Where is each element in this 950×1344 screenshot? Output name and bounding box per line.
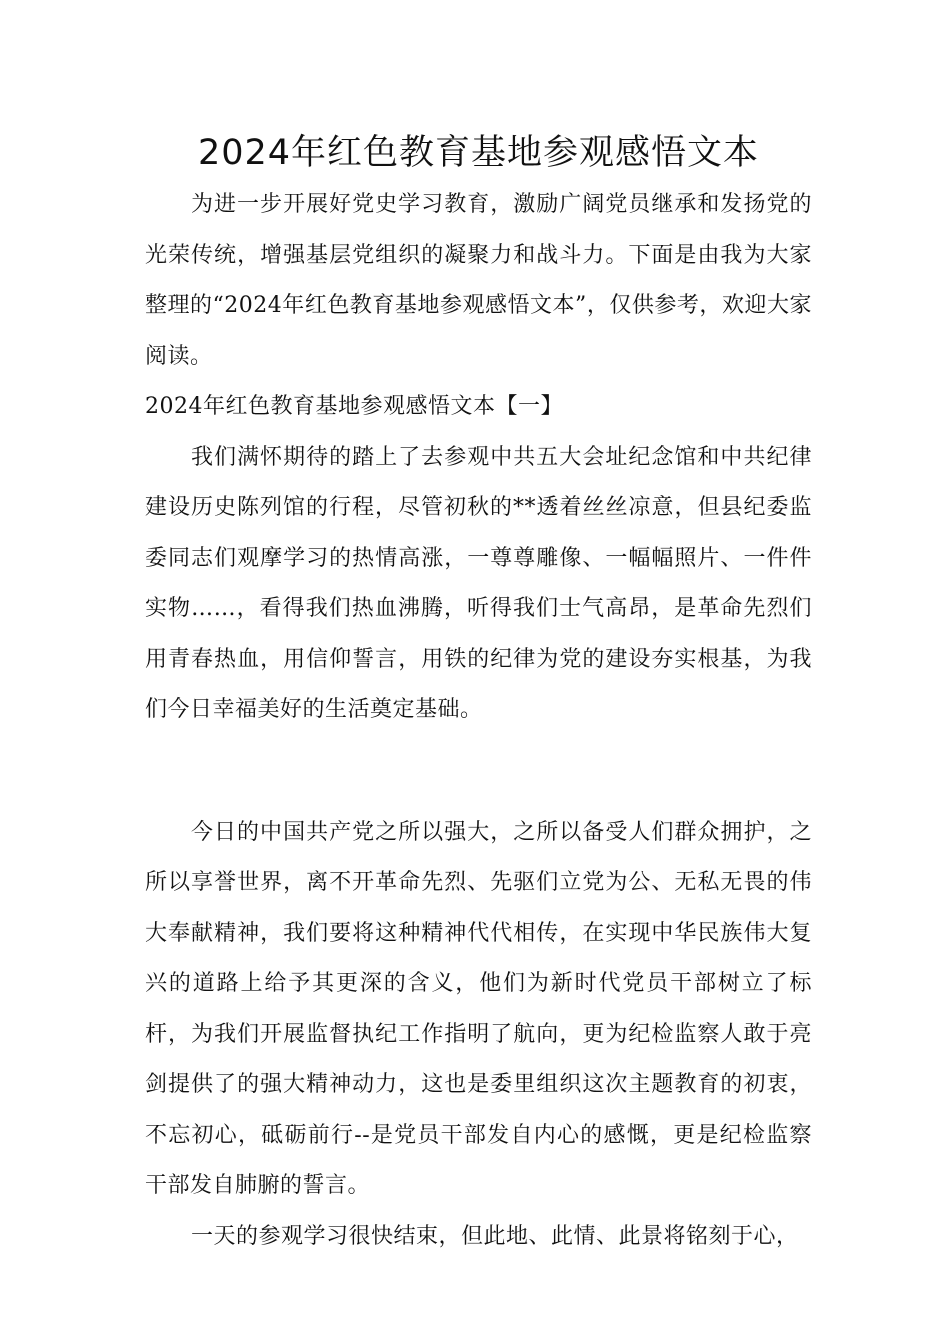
intro-paragraph: 为进一步开展好党史学习教育，激励广阔党员继承和发扬党的光荣传统，增强基层党组织的凝聚力和战斗力。下面是由我为大家整理的“2024年红色教育基地参观感悟文本”，仅供参考，欢迎大家阅读。 <box>145 192 813 369</box>
section-heading: 2024年红色教育基地参观感悟文本【一】 <box>145 394 563 419</box>
paragraph-spacer <box>145 736 812 808</box>
body-paragraph-2: 今日的中国共产党之所以强大，之所以备受人们群众拥护，之所以享誉世界，离不开革命先烈、先驱们立党为公、无私无畏的伟大奉献精神，我们要将这种精神代代相传，在实现中华民族伟大复兴的道路上给予其更深的含义，他们为新时代党员干部树立了标杆，为我们开展监督执纪工作指明了航向，更为纪检监察人敢于亮剑提供了的强大精神动力，这也是委里组织这次主题教育的初衷，不忘初心，砥砺前行--是党员干部发自内心的感慨，更是纪检监察干部发自肺腑的誓言。 <box>145 819 812 1198</box>
body-paragraph-1: 我们满怀期待的踏上了去参观中共五大会址纪念馆和中共纪律建设历史陈列馆的行程，尽管初秋的**透着丝丝凉意，但县纪委监委同志们观摩学习的热情高涨，一尊尊雕像、一幅幅照片、一件件实物……，看得我们热血沸腾，听得我们士气高昂，是革命先烈们用青春热血，用信仰誓言，用铁的纪律为党的建设夯实根基，为我们今日幸福美好的生活奠定基础。 <box>145 444 812 722</box>
body-paragraph-3: 一天的参观学习很快结束，但此地、此情、此景将铭刻于心， <box>191 1223 799 1249</box>
document-title: 2024年红色教育基地参观感悟文本 <box>197 133 760 173</box>
